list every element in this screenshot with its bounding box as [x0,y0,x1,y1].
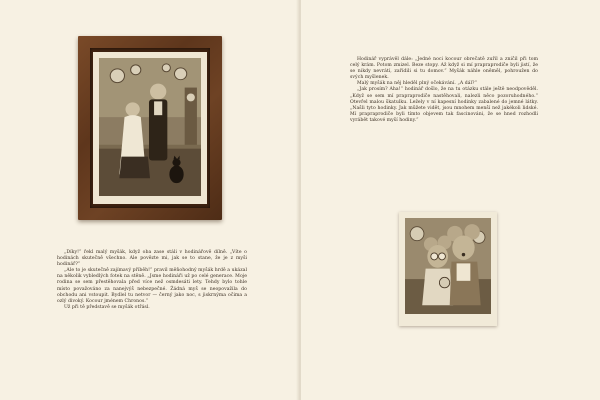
paragraph: Hodinář vyprávěl dále: „Jedné noci kocour obrečatě zuřil a zničil při tom celý krám. Potom zmizel. Beze stopy. Až když si mí prapraprodiče byli jistí, že se nikdy nevrátí, zařídili si tu domov.“ Myšák náhle oněměl, pohroužen do svých myšlenek. [350,57,538,81]
left-page-text [57,250,247,311]
framed-photo [93,52,207,204]
small-mouse-photo [399,212,497,326]
paragraph: Malý myšák na něj hleděl plný očekávání. „A dál?“ [357,81,477,87]
left-page [0,0,299,400]
right-page-text [350,57,538,124]
paragraph: „Jak prosím? Aha!“ hodinář došlo, že na tu otázku stále ještě neodpověděl. „Když se sem mí prapraprodiče nastěhovali, nalezli něco pozoruhodného.“ Otevřel malou škatulku. Ležely v ní kapesní hodinky zabalené do jemné látky. „Našli tyto hodinky. Jak můžete vidět, jsou mnohem menší než jakékoli lidské. Mí prapraprodiče byli tímto objevem tak fascinováni, že se hned rozhodli vyrábět takové myší hodiny.“ [350,87,538,123]
right-page [301,0,600,400]
mouse-portrait-drawing [405,218,491,314]
family-portrait-image [99,58,201,196]
mouse-portrait-image [405,218,491,314]
paragraph: „Díky!“ řekl malý myšák, když oba zase stáli v hodinářově dílně. „Víte o hodinách skutečně všechno. Ale povězte mi, jak se to stane, že je z myši hodinář?“ [57,250,247,268]
frame-inner-border [90,48,210,208]
paragraph: „Ale to je skutečně zajímavý příběh!“ pravil měňohodný myšák hrdě a ukázal na několik vybledlých fotek na stěně. „Jsme hodináři už po celé generace. Moje rodina se sem přestěhovala před více než osmdesáti lety. Tehdy bylo tohle místo považováno za nanejvýš nebezpečné. Žádná myš se neopovažila do obchodu ani vstoupit. Bydlel tu netvor — černý jako noc, s jiskrnýma očima a ozlý divoký. Kocour jménem Chronos.“ [57,268,247,304]
family-portrait-drawing [99,58,201,196]
paragraph: Už při tě představě se myšák otřásl. [64,304,150,310]
wooden-picture-frame [78,36,222,220]
